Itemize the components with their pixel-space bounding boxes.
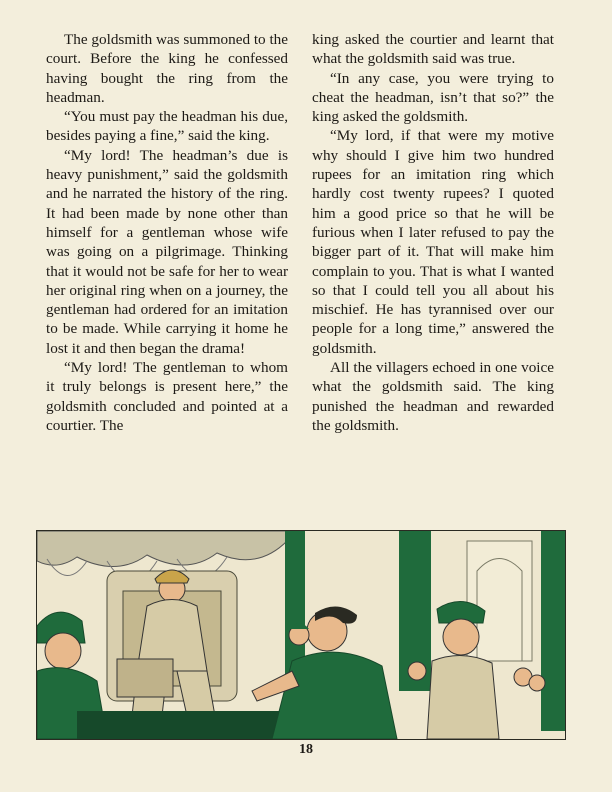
paragraph: “My lord, if that were my motive why should I give him two hundred rupees for an imitation ring which hardly cost twenty rupees? I quoted him a good price so that he will be furious when I later refused to pay the bigger part of it. That will make him complain to you. That is what I wanted so that I could tell you all about his mischief. He has tyrannised over our people for a long time,” answered the goldsmith. [312, 127, 554, 357]
left-text-column [46, 30, 288, 435]
paragraph: “My lord! The gentleman to whom it truly belongs is present here,” the goldsmith concluded and pointed at a courtier. The [46, 359, 288, 434]
right-text-column [312, 30, 554, 435]
paragraph: “In any case, you were trying to cheat the headman, isn’t that so?” the king asked the goldsmith. [312, 69, 554, 126]
paragraph: All the villagers echoed in one voice what the goldsmith said. The king punished the headman and rewarded the goldsmith. [312, 359, 554, 434]
paragraph: “You must pay the headman his due, besides paying a fine,” said the king. [46, 108, 288, 145]
paragraph: king asked the courtier and learnt that what the goldsmith said was true. [312, 31, 554, 68]
page-number: 18 [299, 742, 313, 757]
court-scene-drawing [37, 531, 565, 739]
court-scene-illustration [36, 530, 566, 740]
paragraph: “My lord! The headman’s due is heavy punishment,” said the goldsmith and he narrated the history of the ring. It had been made by none other than himself for a gentleman whose wife was going on a pilgrimage. Thinking that it would not be safe for her to wear her original ring when on a journey, the gentleman had ordered for an imitation to be made. While carrying it home he lost it and then began the drama! [46, 146, 288, 357]
paragraph: The goldsmith was summoned to the court. Before the king he confessed having bought the ring from the headman. [46, 31, 288, 106]
